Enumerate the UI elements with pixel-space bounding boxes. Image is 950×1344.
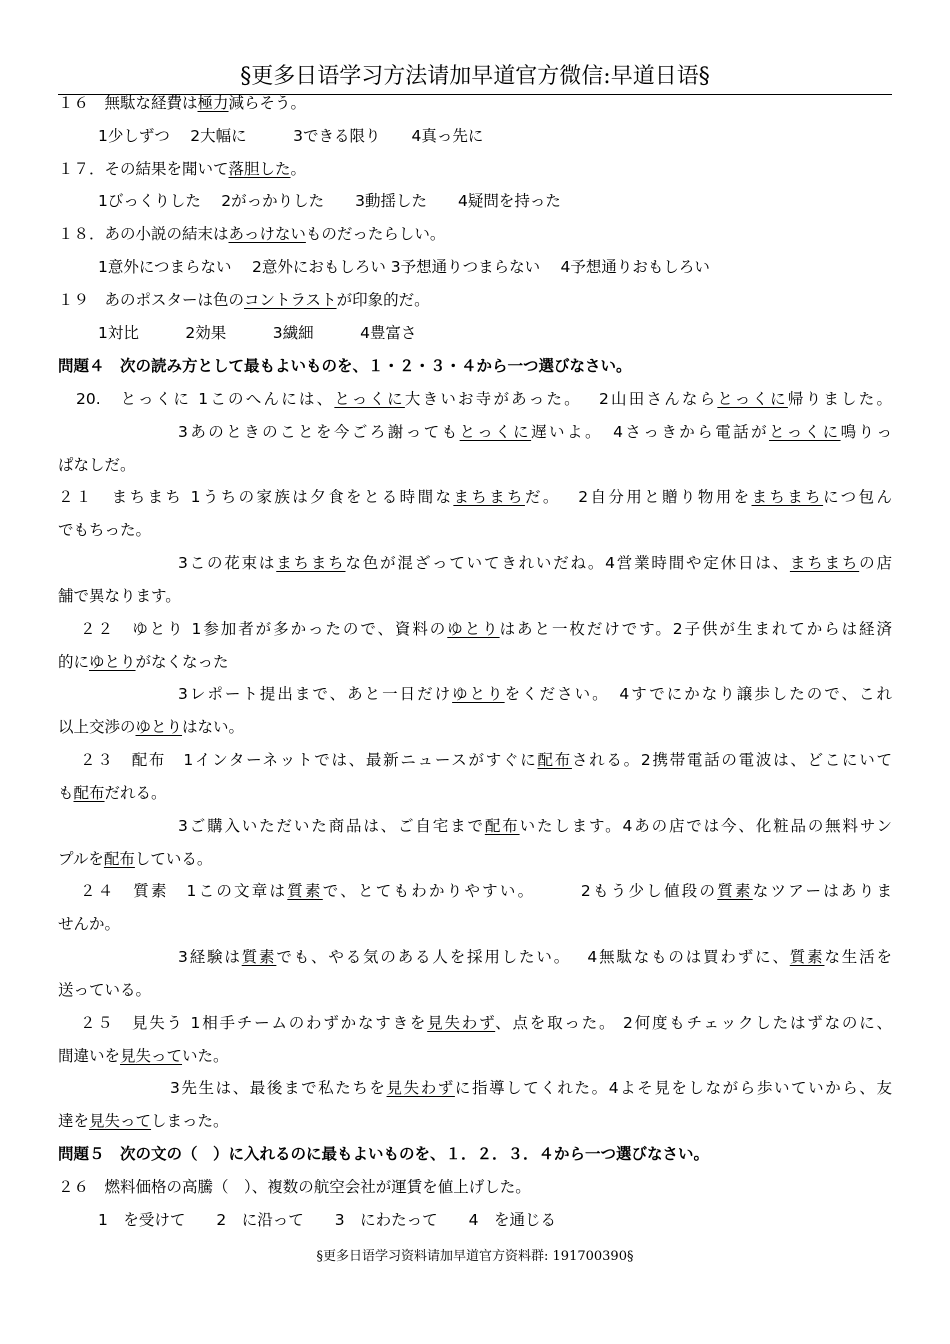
text-line (80, 749, 892, 771)
text-segment: 3あのときのことを今ごろ謝っても (178, 423, 460, 441)
text-segment: している。 (134, 850, 213, 868)
text-line (58, 454, 892, 476)
text-segment: ２２ ゆとり 1参加者が多かったので、資料の (80, 620, 448, 638)
underlined-term: まちまち (453, 488, 525, 506)
text-segment: でも、やる気のある人を採用したい。 4無駄なものは買わずに、 (276, 948, 790, 966)
text-segment: で、とてもわかりやすい。 2もう少し値段の (322, 882, 718, 900)
text-segment: 。 (290, 160, 307, 178)
text-line (58, 486, 892, 508)
underlined-term: まちまち (276, 554, 346, 572)
text-segment: 減らそう。 (228, 94, 307, 112)
text-segment: 問題５ 次の文の（ ）に入れるのに最もよいものを、１．２．３．４から一つ選びなさい。 (58, 1145, 710, 1163)
text-segment: をください。 4すでにかなり譲歩したので、これ (504, 685, 892, 703)
text-line (98, 256, 892, 278)
text-line (58, 1110, 892, 1132)
text-segment: 1少しずつ 2大幅に 3できる限り 4真っ先に (98, 127, 484, 145)
text-segment: 3ご購入いただいた商品は、ご自宅まで (178, 817, 485, 835)
text-segment: 帰りました。 (787, 390, 892, 408)
underlined-term: ゆとり (135, 718, 183, 736)
text-segment: 以上交渉の (58, 718, 136, 736)
underlined-term: 落胆した (228, 160, 291, 178)
text-segment: はない。 (182, 718, 245, 736)
text-line (58, 158, 892, 180)
text-line (58, 1176, 892, 1198)
underlined-term: あっけない (228, 225, 306, 243)
text-line (58, 782, 892, 804)
text-line (80, 618, 892, 640)
text-line (58, 223, 892, 245)
text-segment: がなくなった (135, 653, 229, 671)
text-segment: 1びっくりした 2がっかりした 3動揺した 4疑問を持った (98, 192, 561, 210)
underlined-term: 見失って (120, 1047, 183, 1065)
text-line (98, 190, 892, 212)
text-segment: 3経験は (178, 948, 242, 966)
text-segment: も (58, 784, 74, 802)
text-line (80, 880, 892, 902)
text-line (178, 946, 892, 968)
page-header: §更多日语学习方法请加早道官方微信:早道日语§ (58, 62, 892, 95)
text-segment: 鳴りっ (840, 423, 892, 441)
underlined-term: 見失わず (427, 1014, 496, 1032)
text-segment: される。2携帯電話の電波は、どこにいて (571, 751, 892, 769)
text-line (170, 1077, 892, 1099)
text-segment: せんか。 (58, 915, 121, 933)
text-segment: 遅いよ。 4さっきから電話が (531, 423, 770, 441)
underlined-term: まちまち (789, 554, 860, 572)
text-segment: しまった。 (151, 1112, 229, 1130)
text-segment: に指導してくれた。4よそ見をしながら歩いていから、友 (454, 1079, 892, 1097)
text-line (58, 913, 892, 935)
underlined-term: 質素 (789, 948, 825, 966)
text-line (58, 716, 892, 738)
text-segment: 3先生は、最後まで私たちを (170, 1079, 387, 1097)
text-line (76, 388, 892, 410)
text-segment: 1対比 2効果 3繊細 4豊富さ (98, 324, 417, 342)
underlined-term: 質素 (287, 882, 323, 900)
underlined-term: コントラスト (244, 291, 337, 309)
text-segment: 1意外につまらない 2意外におもしろい 3予想通りつまらない 4予想通りおもしろい (98, 258, 710, 276)
text-segment: ぱなしだ。 (58, 456, 136, 474)
text-line (98, 125, 892, 147)
text-line (58, 519, 892, 541)
text-segment: プルを (58, 850, 104, 868)
text-segment: でもちった。 (58, 521, 152, 539)
section-heading (58, 1143, 892, 1165)
underlined-term: ゆとり (89, 653, 136, 671)
underlined-term: 配布 (103, 850, 135, 868)
text-segment: １９ あのポスターは色の (58, 291, 245, 309)
text-segment: だ。 2自分用と贈り物用を (524, 488, 752, 506)
underlined-term: 配布 (537, 751, 572, 769)
text-segment: ２１ まちまち 1うちの家族は夕食をとる時間な (58, 488, 454, 506)
text-segment: につ包ん (823, 488, 892, 506)
underlined-term: 質素 (241, 948, 277, 966)
text-segment: 問題４ 次の読み方として最もよいものを、１・２・３・４から一つ選びなさい。 (58, 357, 632, 375)
text-segment: 間違いを (58, 1047, 121, 1065)
underlined-term: 質素 (717, 882, 753, 900)
text-segment: 的に (58, 653, 90, 671)
text-line (58, 92, 892, 114)
text-segment: 大きいお寺があった。 2山田さんなら (404, 390, 718, 408)
text-segment: だれる。 (104, 784, 167, 802)
text-segment: １８．あの小説の結末は (58, 225, 229, 243)
text-segment: ２３ 配布 1インターネットでは、最新ニュースがすぐに (80, 751, 538, 769)
text-line (178, 421, 892, 443)
text-segment: はあと一枚だけです。2子供が生まれてからは経済 (499, 620, 893, 638)
text-segment: 、点を取った。 2何度もチェックしたはずなのに、 (495, 1014, 892, 1032)
underlined-term: 極力 (197, 94, 229, 112)
text-segment: な色が混ざっていてきれいだね。4営業時間や定休日は、 (345, 554, 790, 572)
text-line (178, 815, 892, 837)
text-segment: 舗で異なります。 (58, 587, 181, 605)
underlined-term: ゆとり (447, 620, 500, 638)
text-segment: ものだったらしい。 (305, 225, 446, 243)
text-line (98, 1209, 892, 1231)
text-segment: の店 (859, 554, 892, 572)
text-segment: が印象的だ。 (336, 291, 430, 309)
text-segment: 達を (58, 1112, 90, 1130)
text-segment: １７．その結果を聞いて (58, 160, 229, 178)
underlined-term: 見失わず (386, 1079, 455, 1097)
underlined-term: とっくに (334, 390, 405, 408)
underlined-term: とっくに (717, 390, 788, 408)
text-line (178, 552, 892, 574)
text-line (58, 979, 892, 1001)
underlined-term: ゆとり (452, 685, 505, 703)
underlined-term: 見失って (89, 1112, 152, 1130)
text-line (178, 683, 892, 705)
underlined-term: 配布 (73, 784, 105, 802)
text-line (98, 322, 892, 344)
text-segment: いた。 (182, 1047, 229, 1065)
text-segment: ２４ 質素 1この文章は (80, 882, 288, 900)
underlined-term: とっくに (459, 423, 532, 441)
text-line (58, 289, 892, 311)
text-line (80, 1012, 892, 1034)
text-segment: １６ 無駄な経費は (58, 94, 198, 112)
text-segment: 1 を受けて 2 に沿って 3 にわたって 4 を通じる (98, 1211, 556, 1229)
text-line (58, 651, 892, 673)
section-heading (58, 355, 892, 377)
text-segment: 送っている。 (58, 981, 152, 999)
text-segment: 3レポート提出まで、あと一日だけ (178, 685, 453, 703)
text-segment: ２５ 見失う 1相手チームのわずかなすきを (80, 1014, 428, 1032)
underlined-term: 配布 (484, 817, 520, 835)
text-line (58, 585, 892, 607)
text-segment: 3この花束は (178, 554, 277, 572)
text-line (58, 848, 892, 870)
underlined-term: まちまち (751, 488, 824, 506)
text-segment: なツアーはありま (752, 882, 892, 900)
text-segment: な生活を (824, 948, 892, 966)
text-line (58, 1045, 892, 1067)
page-footer: §更多日语学习资料请加早道官方资料群: 191700390§ (316, 1249, 634, 1264)
text-segment: ２６ 燃料価格の高騰（ ）、複数の航空会社が運賃を値上げした。 (58, 1178, 531, 1196)
text-segment: 20. とっくに 1このへんには、 (76, 390, 335, 408)
underlined-term: とっくに (769, 423, 841, 441)
text-segment: いたします。4あの店では今、化粧品の無料サン (519, 817, 892, 835)
